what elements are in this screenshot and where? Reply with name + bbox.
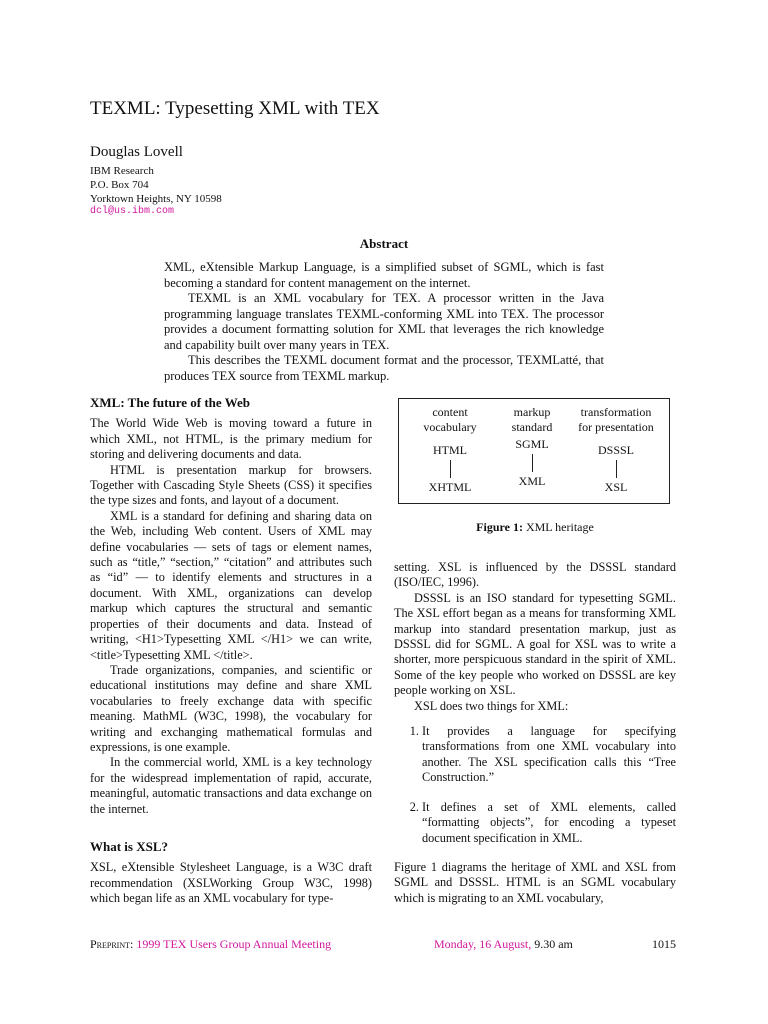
figure-node: DSSSL bbox=[597, 443, 635, 457]
footer-label: Preprint: bbox=[90, 937, 134, 951]
author-email-link[interactable]: dcl@us.ibm.com bbox=[90, 206, 175, 217]
left-column bbox=[90, 395, 372, 907]
section-heading: What is XSL? bbox=[90, 838, 169, 854]
affiliation-line: Yorktown Heights, NY 10598 bbox=[90, 193, 222, 205]
body-paragraph: DSSSL is an ISO standard for typesetting SGML. The XSL effort began as a means for transforming XML markup into standard presentation markup, just as DSSSL did for SGML. A goal for XSL was to write a shorter, more perspicuous standard in the spirit of XML. Some of the key people who worked on DSSSL are key people working on XSL. bbox=[394, 590, 676, 698]
abstract-paragraph: TEXML is an XML vocabulary for TEX. A processor written in the Java programming language translates TEXML-conforming XML into TEX. The processor provides a document formatting solution for XML that leverages the rich knowledge and capability built over many years in TEX. bbox=[164, 291, 604, 352]
figure-label: Figure 1: bbox=[476, 520, 523, 534]
abstract-paragraph: XML, eXtensible Markup Language, is a simplified subset of SGML, which is fast becoming a standard for content management on the internet. bbox=[164, 260, 604, 290]
body-paragraph: setting. XSL is influenced by the DSSSL standard (ISO/IEC, 1996). bbox=[394, 560, 676, 590]
abstract-body bbox=[164, 260, 604, 384]
body-paragraph: HTML is presentation markup for browsers. Together with Cascading Style Sheets (CSS) it specifies the type sizes and fonts, and layout of a document. bbox=[90, 462, 372, 508]
figure-header: for presentation bbox=[578, 420, 654, 434]
list-item: 1. It provides a language for specifying transformations from one XML vocabulary into another. The XSL specification calls this “Tree Construction.” bbox=[422, 724, 676, 786]
conference-link[interactable]: 1999 TEX Users Group Annual Meeting bbox=[136, 937, 332, 951]
figure-diagram bbox=[398, 398, 670, 504]
figure-header: content bbox=[432, 405, 468, 419]
figure-column bbox=[405, 405, 495, 495]
figure-node: SGML bbox=[515, 437, 549, 451]
connector-line bbox=[616, 460, 617, 478]
paper-title: TEXML: Typesetting XML with TEX bbox=[90, 98, 380, 119]
figure-node: XSL bbox=[604, 480, 628, 494]
body-paragraph: Figure 1 diagrams the heritage of XML and XSL from SGML and DSSSL. HTML is an SGML vocabulary which is migrating to an XML vocabulary, bbox=[394, 859, 676, 905]
numbered-list bbox=[394, 724, 676, 846]
figure-header: standard bbox=[511, 420, 553, 434]
section-heading: XML: The future of the Web bbox=[90, 395, 250, 410]
body-paragraph: XML is a standard for defining and sharing data on the Web, including Web content. Users of XML may define vocabularies — sets of tags or element names, such as “title,” “section,” “citation” and attributes such as “id” — to identify elements and structures in a document. With XML, organizations can develop markup which captures the structural and semantic properties of their documents and data. Instead of writing, <H1>Typesetting XML </H1> we can write, <title>Typesetting XML </title>. bbox=[90, 508, 372, 662]
figure-node: HTML bbox=[433, 443, 467, 457]
figure-node: XML bbox=[518, 474, 546, 488]
figure-header: markup bbox=[513, 405, 551, 419]
connector-line bbox=[532, 454, 533, 472]
figure-caption-text: XML heritage bbox=[525, 520, 594, 534]
body-paragraph: XSL, eXtensible Stylesheet Language, is a W3C draft recommendation (XSLWorking Group W3C, 1998) which began life as an XML vocabulary for type- bbox=[90, 860, 372, 906]
abstract-paragraph: This describes the TEXML document format and the processor, TEXMLatté, that produces TEX source from TEXML markup. bbox=[164, 353, 604, 383]
abstract-heading: Abstract bbox=[359, 236, 409, 251]
affiliation-line: P.O. Box 704 bbox=[90, 179, 149, 191]
author-name: Douglas Lovell bbox=[90, 144, 183, 160]
footer-time: 9.30 am bbox=[534, 937, 573, 951]
figure-caption bbox=[394, 520, 676, 535]
footer-date bbox=[434, 937, 573, 952]
author-block bbox=[90, 144, 222, 217]
body-paragraph: The World Wide Web is moving toward a future in which XML, not HTML, is the primary medium for storing and delivering documents and data. bbox=[90, 416, 372, 462]
body-paragraph: Trade organizations, companies, and scientific or educational institutions may define and share XML vocabularies to freely exchange data with specific meaning. MathML (W3C, 1998), the vocabulary for writing and exchanging mathematical formulas and expressions, is one example. bbox=[90, 662, 372, 754]
affiliation-line: IBM Research bbox=[90, 165, 154, 177]
body-paragraph: In the commercial world, XML is a key technology for the widespread implementation of rapid, accurate, meaningful, automatic transactions and data exchange on the internet. bbox=[90, 755, 372, 816]
figure-column bbox=[569, 405, 663, 495]
footer-left bbox=[90, 937, 331, 952]
right-column bbox=[394, 560, 676, 906]
figure-header: transformation bbox=[580, 405, 652, 419]
body-paragraph: XSL does two things for XML: bbox=[414, 698, 569, 713]
date-link[interactable]: Monday, 16 August, bbox=[434, 937, 532, 951]
figure-column bbox=[487, 405, 577, 489]
figure-node: XHTML bbox=[428, 480, 472, 494]
figure-header: vocabulary bbox=[423, 420, 477, 434]
connector-line bbox=[450, 460, 451, 478]
list-item: 2. It defines a set of XML elements, called “formatting objects”, for encoding a typeset document specification in XML. bbox=[422, 800, 676, 846]
page-number: 1015 bbox=[652, 937, 676, 951]
